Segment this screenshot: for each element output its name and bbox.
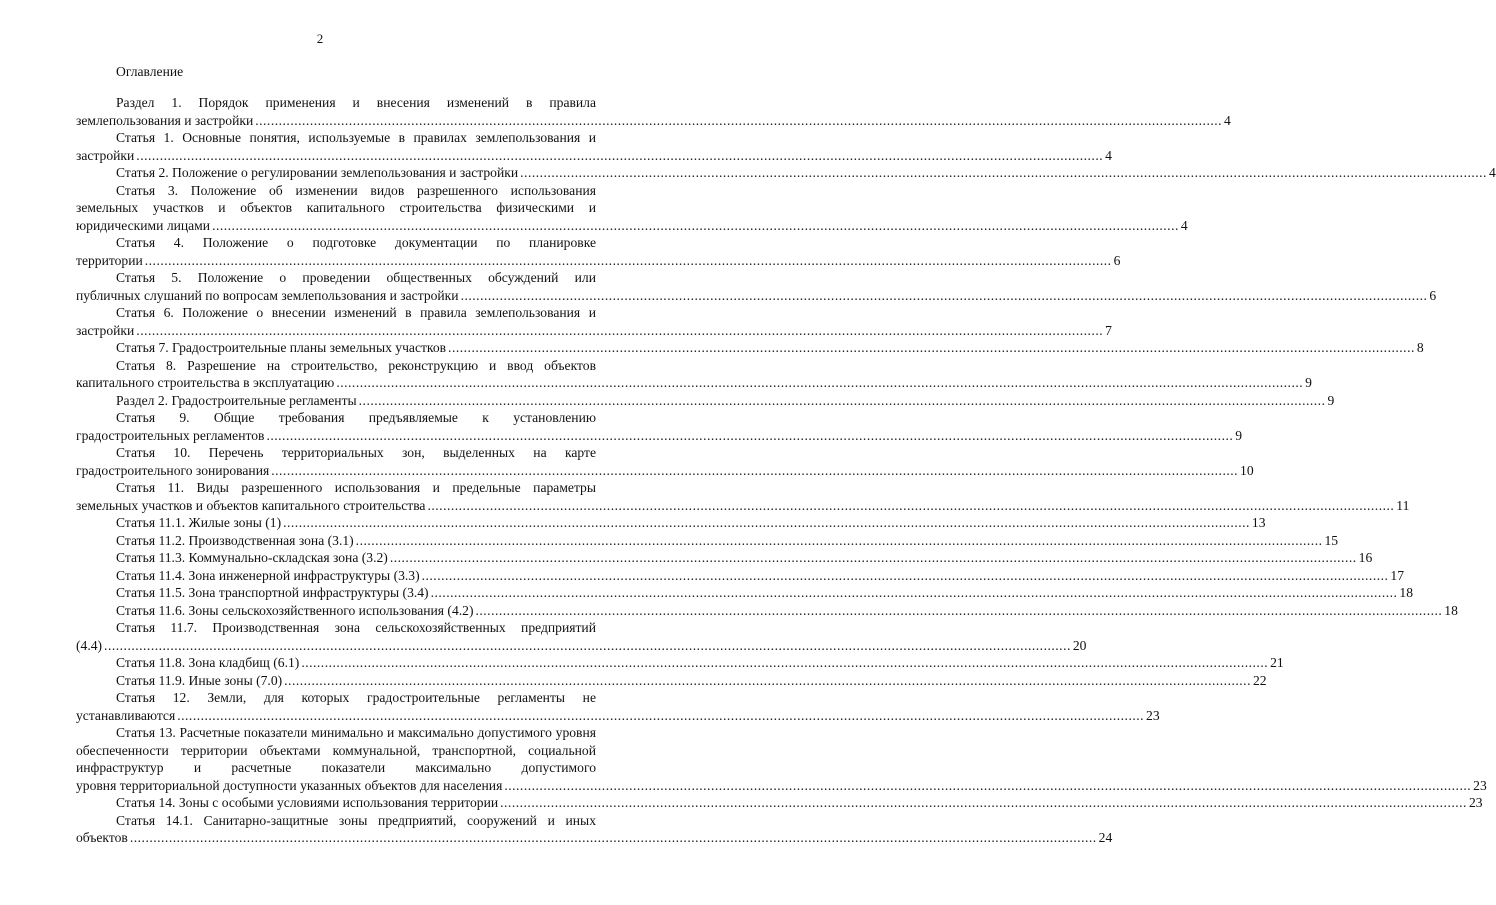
toc-entry[interactable] (76, 357, 1312, 392)
toc-entry[interactable] (76, 94, 1231, 129)
toc-entry-text: Статья 12. Земли, для которых градостроительные регламенты не (116, 690, 596, 705)
toc-entry[interactable] (76, 602, 1458, 620)
toc-entry-text: Статья 2. Положение о регулировании землепользования и застройки (116, 165, 519, 180)
toc-page-number: 11 (1396, 497, 1410, 513)
dot-leader: ........................................................................................................................................................................................................................................................ (355, 532, 1323, 548)
toc-entry[interactable] (76, 532, 1339, 550)
toc-page-number: 17 (1390, 567, 1405, 583)
dot-leader: ........................................................................................................................................................................................................................................................ (475, 602, 1443, 618)
toc-entry-text-end: застройки (76, 147, 135, 163)
toc-entry[interactable] (76, 654, 1284, 672)
dot-leader: ........................................................................................................................................................................................................................................................ (177, 707, 1145, 723)
toc-entry-text: Статья 9. Общие требования предъявляемые к установлению (116, 410, 596, 425)
dot-leader: ........................................................................................................................................................................................................................................................ (144, 252, 1112, 268)
toc-entry[interactable] (76, 392, 1335, 410)
dot-leader: ........................................................................................................................................................................................................................................................ (336, 375, 1304, 390)
dot-leader: ........................................................................................................................................................................................................................................................ (271, 462, 1239, 478)
toc-page-number: 4 (1180, 217, 1188, 233)
toc-page-number: 4 (1488, 165, 1496, 180)
toc-entry[interactable] (76, 409, 1243, 444)
toc-entry-text-end: (4.4) (76, 637, 103, 653)
dot-leader: ........................................................................................................................................................................................................................................................ (500, 795, 1467, 810)
toc-entry[interactable] (76, 164, 1496, 182)
toc-entry-text-end: градостроительного зонирования (76, 462, 270, 478)
toc-entry[interactable] (76, 794, 1483, 812)
dot-leader: ........................................................................................................................................................................................................................................................ (358, 392, 1326, 408)
toc-entry-text: Статья 14.1. Санитарно-защитные зоны предприятий, сооружений и иных (116, 812, 596, 828)
toc-entry[interactable] (76, 479, 1410, 514)
toc-entry-text: Раздел 2. Градостроительные регламенты (116, 392, 357, 408)
page-number: 2 (316, 31, 324, 46)
toc-entry-text: Статья 11. Виды разрешенного использования и предельные параметры (116, 480, 596, 495)
toc-page-number: 9 (1235, 427, 1243, 443)
dot-leader: ........................................................................................................................................................................................................................................................ (301, 655, 1269, 670)
dot-leader: ........................................................................................................................................................................................................................................................ (389, 550, 1357, 565)
toc-entry[interactable] (76, 689, 1160, 724)
toc-entry-text: Статья 11.7. Производственная зона сельскохозяйственных предприятий (116, 620, 596, 635)
toc-page-number: 18 (1399, 585, 1413, 600)
toc-entry[interactable] (76, 514, 1266, 532)
toc-entry[interactable] (76, 812, 1113, 847)
toc-entry-text-end: устанавливаются (76, 707, 176, 723)
toc-entry-text: Статья 4. Положение о подготовке документации по планировке (116, 235, 596, 250)
toc-entry-text-end: градостроительных регламентов (76, 427, 265, 443)
toc-entry-text-end: застройки (76, 322, 135, 338)
toc-entry-text: Статья 14. Зоны с особыми условиями использования территории (116, 795, 499, 810)
toc-page-number: 18 (1444, 602, 1458, 618)
toc-entry-text-end: юридическими лицами (76, 217, 211, 233)
toc-page-number: 6 (1113, 252, 1121, 268)
toc-entry-text: Статья 1. Основные понятия, используемые в правилах землепользования и (116, 130, 596, 145)
toc-entry[interactable] (76, 549, 1373, 567)
toc-entry-text: Статья 11.8. Зона кладбищ (6.1) (116, 655, 300, 670)
toc-entry[interactable] (76, 567, 1405, 585)
dot-leader: ........................................................................................................................................................................................................................................................ (136, 322, 1104, 338)
toc-entry-text-end: публичных слушаний по вопросам землепользования и застройки (76, 287, 459, 303)
toc-entry[interactable] (76, 724, 1487, 794)
toc-entry[interactable] (76, 619, 1087, 654)
toc-entry-text: Статья 3. Положение об изменении видов разрешенного использования земельных участков и объектов капитального строительства физическими и (76, 182, 596, 215)
dot-leader: ........................................................................................................................................................................................................................................................ (266, 427, 1234, 443)
toc-page-number: 23 (1146, 707, 1160, 723)
dot-leader: ........................................................................................................................................................................................................................................................ (284, 672, 1251, 688)
toc-entry-text-end: капитального строительства в эксплуатацию (76, 375, 335, 390)
toc-entry[interactable] (76, 584, 1413, 602)
dot-leader: ........................................................................................................................................................................................................................................................ (104, 637, 1071, 653)
toc-entry[interactable] (76, 182, 1188, 235)
dot-leader: ........................................................................................................................................................................................................................................................ (136, 147, 1104, 163)
toc-entry-text: Статья 5. Положение о проведении общественных обсуждений или (116, 270, 596, 285)
toc-entry-text: Статья 11.6. Зоны сельскохозяйственного использования (4.2) (116, 602, 474, 618)
toc-entry[interactable] (76, 269, 1437, 304)
toc-entry-text-end: территории (76, 252, 143, 268)
toc-page-number: 7 (1105, 322, 1112, 338)
toc-entry-text-end: объектов (76, 830, 128, 845)
toc-page-number: 15 (1324, 532, 1339, 548)
dot-leader: ........................................................................................................................................................................................................................................................ (460, 287, 1428, 303)
toc-page-number: 9 (1305, 375, 1312, 390)
toc-entry-text: Статья 11.9. Иные зоны (7.0) (116, 672, 283, 688)
toc-entry-text: Статья 11.2. Производственная зона (3.1) (116, 532, 354, 548)
toc-page-number: 23 (1468, 795, 1483, 810)
toc-page-number: 4 (1105, 147, 1112, 163)
toc-page-number: 23 (1473, 777, 1487, 793)
toc-title: Оглавление (116, 64, 184, 79)
toc-entry-text: Статья 10. Перечень территориальных зон, выделенных на карте (116, 445, 596, 460)
toc-page-number: 13 (1251, 515, 1266, 530)
toc-page-number: 10 (1240, 462, 1254, 478)
table-of-contents (76, 94, 1496, 847)
toc-page-number: 4 (1224, 112, 1231, 128)
toc-entry-text: Статья 7. Градостроительные планы земельных участков (116, 340, 447, 355)
toc-page-number: 9 (1327, 392, 1335, 408)
toc-page-number: 6 (1429, 287, 1437, 303)
toc-entry-text-end: земельных участков и объектов капитального строительства (76, 497, 426, 513)
dot-leader: ........................................................................................................................................................................................................................................................ (421, 567, 1389, 583)
toc-entry[interactable] (76, 129, 1112, 164)
dot-leader: ........................................................................................................................................................................................................................................................ (430, 585, 1398, 600)
dot-leader: ........................................................................................................................................................................................................................................................ (520, 165, 1487, 180)
toc-entry-text-end: землепользования и застройки (76, 112, 254, 128)
toc-entry-text: Статья 11.3. Коммунально-складская зона (3.2) (116, 550, 388, 565)
toc-entry-text: Статья 11.5. Зона транспортной инфраструктуры (3.4) (116, 585, 429, 600)
toc-page-number: 20 (1072, 637, 1087, 653)
dot-leader: ........................................................................................................................................................................................................................................................ (427, 497, 1395, 513)
dot-leader: ........................................................................................................................................................................................................................................................ (448, 340, 1415, 355)
toc-entry-text: Статья 11.4. Зона инженерной инфраструктуры (3.3) (116, 567, 420, 583)
dot-leader: ........................................................................................................................................................................................................................................................ (255, 112, 1223, 128)
dot-leader: ........................................................................................................................................................................................................................................................ (504, 777, 1472, 793)
toc-page-number: 22 (1252, 672, 1267, 688)
toc-page-number: 8 (1416, 340, 1424, 355)
toc-entry-text: Статья 11.1. Жилые зоны (1) (116, 515, 282, 530)
toc-entry-text: Статья 13. Расчетные показатели минимально и максимально допустимого уровня обеспеченности территории объектами коммунальной, транспортной, социальной инфраструктур и расчетные показатели максимально допустимого (76, 725, 596, 775)
toc-entry[interactable] (76, 672, 1267, 690)
toc-entry-text: Статья 8. Разрешение на строительство, реконструкцию и ввод объектов (116, 357, 596, 373)
dot-leader: ........................................................................................................................................................................................................................................................ (283, 515, 1250, 530)
dot-leader: ........................................................................................................................................................................................................................................................ (129, 830, 1097, 845)
toc-page-number: 24 (1098, 830, 1113, 845)
toc-entry[interactable] (76, 444, 1254, 479)
dot-leader: ........................................................................................................................................................................................................................................................ (212, 217, 1179, 233)
toc-page-number: 16 (1358, 550, 1373, 565)
toc-entry-text: Статья 6. Положение о внесении изменений в правила землепользования и (116, 305, 596, 320)
toc-entry-text-end: уровня территориальной доступности указанных объектов для населения (76, 777, 503, 793)
toc-entry[interactable] (76, 339, 1424, 357)
toc-entry[interactable] (76, 304, 1112, 339)
toc-entry[interactable] (76, 234, 1121, 269)
toc-page-number: 21 (1270, 655, 1284, 670)
toc-entry-text: Раздел 1. Порядок применения и внесения изменений в правила (116, 95, 596, 110)
